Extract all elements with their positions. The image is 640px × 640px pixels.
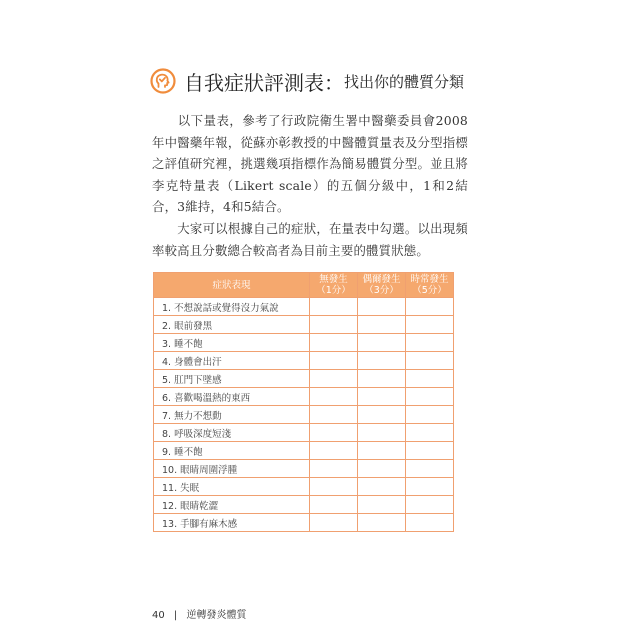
sometimes-checkbox-cell[interactable]: [358, 316, 406, 334]
symptom-cell: 6. 喜歡喝溫熱的東西: [154, 388, 310, 406]
page-number: 40: [152, 610, 165, 621]
symptom-cell: 4. 身體會出汗: [154, 352, 310, 370]
never-checkbox-cell[interactable]: [310, 478, 358, 496]
table-row: [154, 406, 454, 424]
sometimes-checkbox-cell[interactable]: [358, 442, 406, 460]
table-row: [154, 514, 454, 532]
section-title: 自我症狀評測表：: [184, 70, 344, 95]
symptom-cell: 2. 眼前發黑: [154, 316, 310, 334]
never-label: 無發生: [319, 274, 348, 285]
symptom-cell: 13. 手腳有麻木感: [154, 514, 310, 532]
symptom-cell: 9. 睡不飽: [154, 442, 310, 460]
table-row: [154, 442, 454, 460]
table-header-row: [154, 273, 454, 298]
sometimes-column-header: [358, 273, 406, 298]
never-checkbox-cell[interactable]: [310, 316, 358, 334]
never-checkbox-cell[interactable]: [310, 442, 358, 460]
symptom-cell: 5. 肛門下墜感: [154, 370, 310, 388]
sometimes-checkbox-cell[interactable]: [358, 370, 406, 388]
symptom-cell: 7. 無力不想動: [154, 406, 310, 424]
table-row: [154, 478, 454, 496]
often-checkbox-cell[interactable]: [406, 388, 454, 406]
sometimes-checkbox-cell[interactable]: [358, 406, 406, 424]
footer-separator: |: [173, 610, 178, 621]
never-checkbox-cell[interactable]: [310, 334, 358, 352]
intro-paragraph: 以下量表，參考了行政院衛生署中醫藥委員會2008年中醫藥年報，從蘇亦彰教授的中醫體質量表及分型指標之評值研究裡，挑選幾項指標作為簡易體質分型。並且將李克特量表（Likert scale）的五個分級中，1和2結合，3維持，4和5結合。: [152, 113, 468, 214]
page-footer: [152, 606, 246, 621]
table-row: [154, 370, 454, 388]
sometimes-label: 偶爾發生: [362, 274, 401, 285]
sometimes-checkbox-cell[interactable]: [358, 424, 406, 442]
often-checkbox-cell[interactable]: [406, 424, 454, 442]
often-checkbox-cell[interactable]: [406, 460, 454, 478]
sometimes-score: （3分）: [364, 285, 399, 296]
table-row: [154, 316, 454, 334]
book-title: 逆轉發炎體質: [186, 610, 247, 621]
sometimes-checkbox-cell[interactable]: [358, 514, 406, 532]
section-heading: [150, 66, 464, 96]
sometimes-checkbox-cell[interactable]: [358, 496, 406, 514]
sometimes-checkbox-cell[interactable]: [358, 334, 406, 352]
never-checkbox-cell[interactable]: [310, 424, 358, 442]
sometimes-checkbox-cell[interactable]: [358, 388, 406, 406]
table-row: [154, 460, 454, 478]
symptom-cell: 11. 失眠: [154, 478, 310, 496]
often-checkbox-cell[interactable]: [406, 316, 454, 334]
never-checkbox-cell[interactable]: [310, 388, 358, 406]
never-checkbox-cell[interactable]: [310, 298, 358, 316]
often-label: 時常發生: [410, 274, 449, 285]
sometimes-checkbox-cell[interactable]: [358, 298, 406, 316]
often-checkbox-cell[interactable]: [406, 478, 454, 496]
symptom-cell: 3. 睡不飽: [154, 334, 310, 352]
never-score: （1分）: [316, 285, 351, 296]
table-row: [154, 298, 454, 316]
symptom-column-header: 症狀表現: [154, 273, 310, 298]
often-checkbox-cell[interactable]: [406, 352, 454, 370]
often-score: （5分）: [412, 285, 447, 296]
table-row: [154, 424, 454, 442]
symptom-cell: 12. 眼睛乾澀: [154, 496, 310, 514]
often-checkbox-cell[interactable]: [406, 442, 454, 460]
symptom-cell: 10. 眼睛周圍浮腫: [154, 460, 310, 478]
table-row: [154, 496, 454, 514]
never-checkbox-cell[interactable]: [310, 406, 358, 424]
often-checkbox-cell[interactable]: [406, 514, 454, 532]
never-checkbox-cell[interactable]: [310, 514, 358, 532]
symptom-cell: 1. 不想說話或覺得沒力氣說: [154, 298, 310, 316]
head-check-icon: [150, 68, 176, 94]
never-checkbox-cell[interactable]: [310, 370, 358, 388]
sometimes-checkbox-cell[interactable]: [358, 352, 406, 370]
often-checkbox-cell[interactable]: [406, 334, 454, 352]
symptom-score-table: [153, 272, 454, 532]
table-row: [154, 388, 454, 406]
instruction-paragraph: 大家可以根據自己的症狀，在量表中勾選。以出現頻率較高且分數總合較高者為目前主要的體質狀態。: [152, 221, 468, 258]
often-checkbox-cell[interactable]: [406, 406, 454, 424]
table-row: [154, 334, 454, 352]
sometimes-checkbox-cell[interactable]: [358, 460, 406, 478]
never-checkbox-cell[interactable]: [310, 352, 358, 370]
sometimes-checkbox-cell[interactable]: [358, 478, 406, 496]
table-row: [154, 352, 454, 370]
often-column-header: [406, 273, 454, 298]
never-checkbox-cell[interactable]: [310, 460, 358, 478]
never-checkbox-cell[interactable]: [310, 496, 358, 514]
often-checkbox-cell[interactable]: [406, 496, 454, 514]
section-subtitle: 找出你的體質分類: [344, 72, 465, 91]
often-checkbox-cell[interactable]: [406, 298, 454, 316]
often-checkbox-cell[interactable]: [406, 370, 454, 388]
symptom-cell: 8. 呼吸深度短淺: [154, 424, 310, 442]
never-column-header: [310, 273, 358, 298]
